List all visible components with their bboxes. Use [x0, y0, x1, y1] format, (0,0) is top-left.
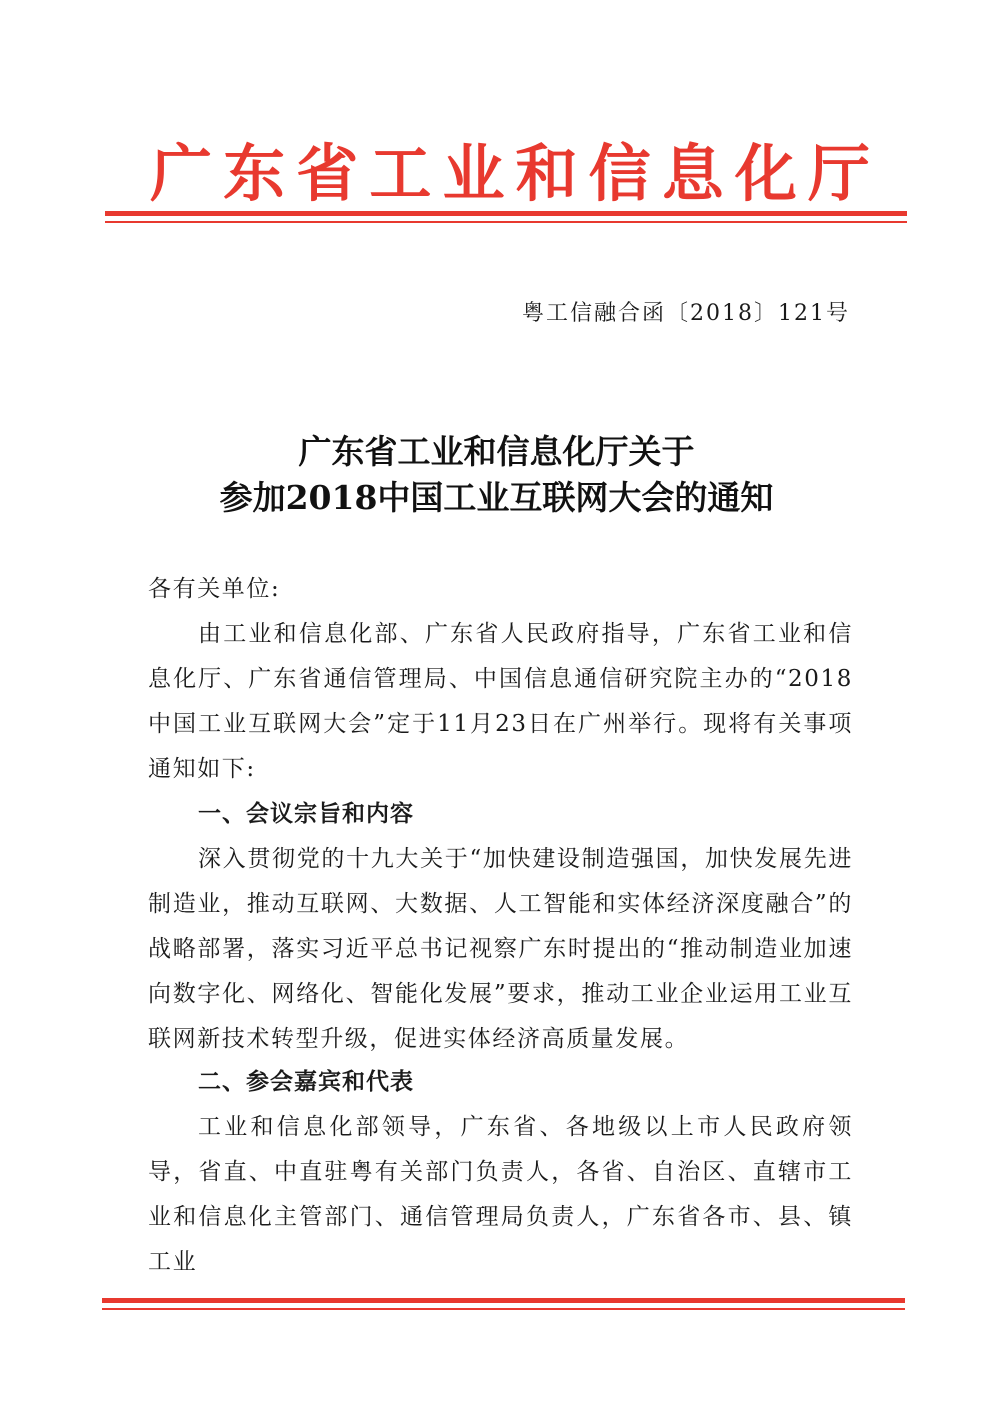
header-char: 厅: [807, 137, 870, 210]
header-char: 和: [515, 137, 578, 210]
header-divider-thick: [105, 211, 907, 216]
header-char: 广: [150, 137, 213, 210]
section-heading-purpose: 一、会议宗旨和内容: [198, 801, 414, 827]
header-char: 信: [588, 137, 651, 210]
header-char: 化: [734, 137, 797, 210]
header-char: 业: [442, 137, 505, 210]
document-title-line2: 参加2018中国工业互联网大会的通知: [219, 478, 774, 517]
salutation: 各有关单位:: [148, 576, 281, 602]
header-divider-thin: [105, 221, 907, 223]
document-number: 粤工信融合函〔2018〕121号: [522, 301, 850, 326]
document-title-line1: 广东省工业和信息化厅关于: [298, 432, 695, 471]
header-char: 息: [661, 137, 724, 210]
paragraph-intro: 由工业和信息化部、广东省人民政府指导，广东省工业和信息化厅、广东省通信管理局、中国信息通信研究院主办的“2018中国工业互联网大会”定于11月23日在广州举行。现将有关事项通知如下:: [148, 621, 853, 782]
footer-divider-thick: [102, 1298, 905, 1303]
footer-divider-thin: [102, 1308, 905, 1310]
header-char: 省: [296, 137, 359, 210]
agency-header-title: [150, 138, 870, 210]
section-heading-attendees: 二、参会嘉宾和代表: [198, 1069, 414, 1095]
header-char: 工: [369, 137, 432, 210]
paragraph-attendees: 工业和信息化部领导，广东省、各地级以上市人民政府领导，省直、中直驻粤有关部门负责人，各省、自治区、直辖市工业和信息化主管部门、通信管理局负责人，广东省各市、县、镇工业: [148, 1114, 853, 1275]
header-char: 东: [223, 137, 286, 210]
paragraph-purpose: 深入贯彻党的十九大关于“加快建设制造强国，加快发展先进制造业，推动互联网、大数据、人工智能和实体经济深度融合”的战略部署，落实习近平总书记视察广东时提出的“推动制造业加速向数字化、网络化、智能化发展”要求，推动工业企业运用工业互联网新技术转型升级，促进实体经济高质量发展。: [148, 846, 853, 1052]
